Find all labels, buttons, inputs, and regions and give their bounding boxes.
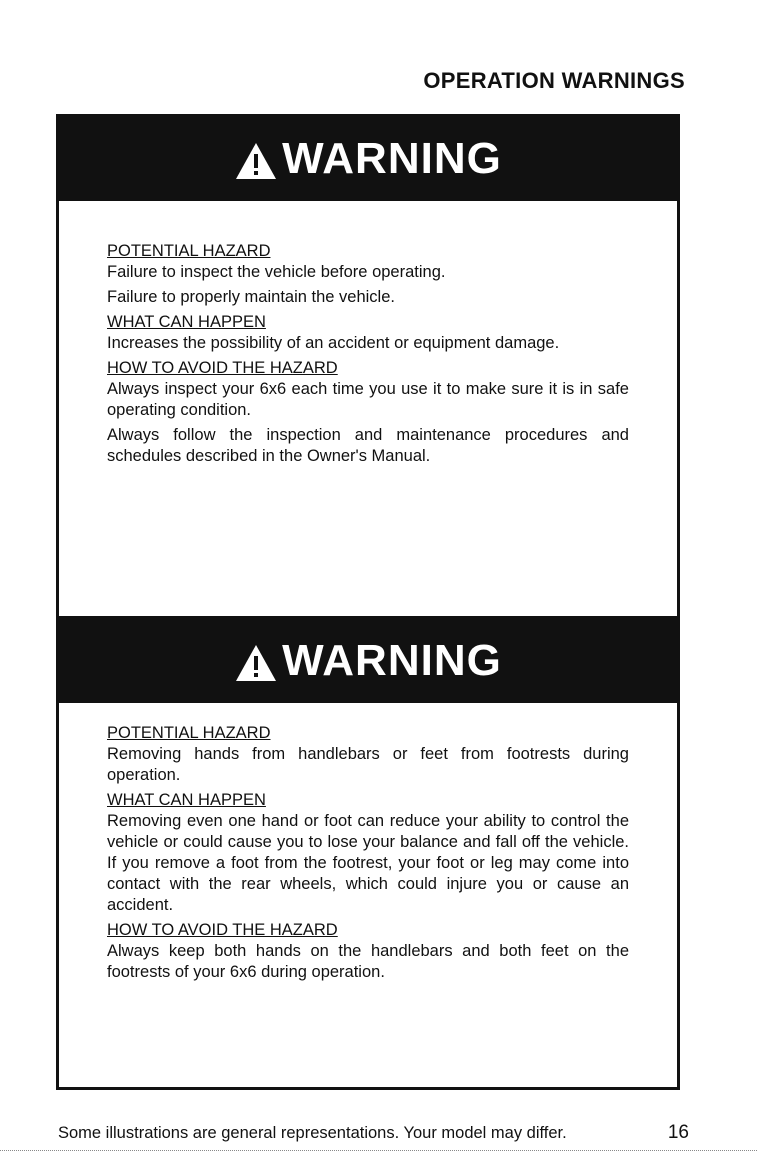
warning-banner xyxy=(59,619,677,703)
what-can-happen-heading: WHAT CAN HAPPEN xyxy=(107,313,266,331)
potential-hazard-heading: POTENTIAL HAZARD xyxy=(107,242,271,260)
footer-rule xyxy=(0,1150,757,1151)
warning-banner-label: WARNING xyxy=(282,636,502,685)
warning-box-2 xyxy=(56,616,680,1090)
happen-text: Increases the possibility of an accident or equipment damage. xyxy=(107,334,560,352)
warning-triangle-icon xyxy=(234,643,278,683)
page-header: OPERATION WARNINGS xyxy=(423,68,685,93)
footer-note: Some illustrations are general representations. Your model may differ. xyxy=(58,1124,567,1142)
warning-content xyxy=(59,201,677,467)
hazard-text: Failure to inspect the vehicle before operating. xyxy=(107,263,446,281)
potential-hazard-heading: POTENTIAL HAZARD xyxy=(107,724,271,742)
warning-banner-label: WARNING xyxy=(282,134,502,183)
hazard-text: Failure to properly maintain the vehicle. xyxy=(107,288,395,306)
warning-content xyxy=(59,703,677,983)
how-to-avoid-heading: HOW TO AVOID THE HAZARD xyxy=(107,359,338,377)
hazard-text: Removing hands from handlebars or feet from footrests during operation. xyxy=(107,745,629,784)
warning-banner xyxy=(59,117,677,201)
what-can-happen-heading: WHAT CAN HAPPEN xyxy=(107,791,266,809)
avoid-text: Always keep both hands on the handlebars and both feet on the footrests of your 6x6 during operation. xyxy=(107,942,629,981)
warning-triangle-icon xyxy=(234,141,278,181)
happen-text: Removing even one hand or foot can reduce your ability to control the vehicle or could cause you to lose your balance and fall off the vehicle. If you remove a foot from the footrest, your foot or leg may come into contact with the rear wheels, which could injure you or cause an accident. xyxy=(107,812,629,914)
how-to-avoid-heading: HOW TO AVOID THE HAZARD xyxy=(107,921,338,939)
avoid-text: Always inspect your 6x6 each time you use it to make sure it is in safe operating condition. xyxy=(107,380,629,419)
avoid-text: Always follow the inspection and maintenance procedures and schedules described in the Owner's Manual. xyxy=(107,426,629,465)
page-number: 16 xyxy=(667,1122,689,1143)
warning-box-1 xyxy=(56,114,680,620)
